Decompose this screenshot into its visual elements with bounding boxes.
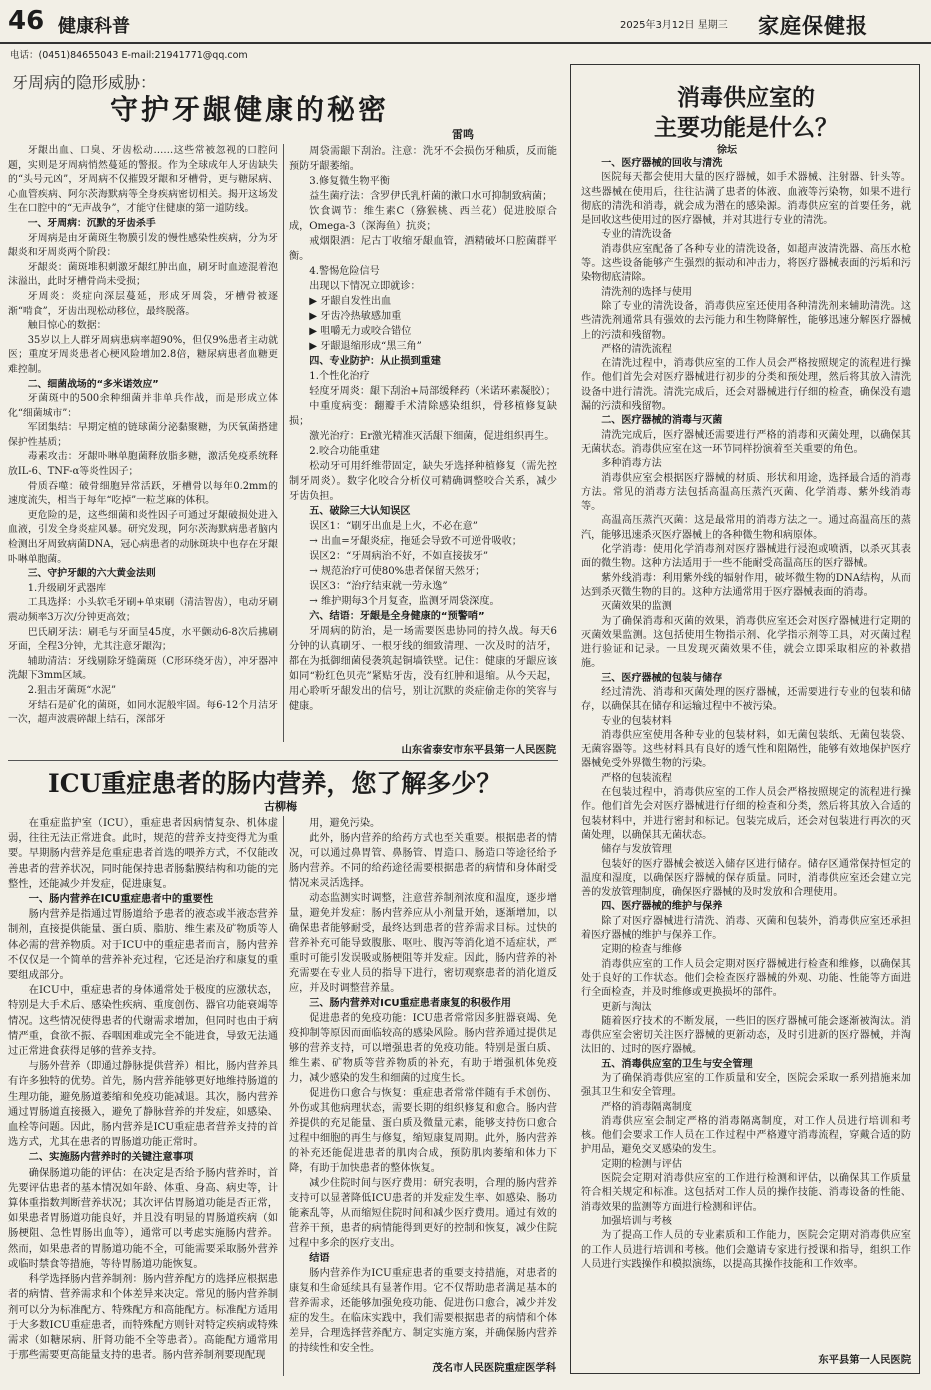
paragraph: 定期的检查与维修 — [601, 944, 682, 956]
paragraph: 医院每天都会使用大量的医疗器械，如手术器械、注射器、针头等。这些器械在使用后，往往沾满了患者的体液、血液等污染物，如果不进行彻底的清洗和消毒，就会成为潜在的感染源。消毒供应室的首要任务，就是回收这些使用过的医疗器械，并对其进行专业的清洗。 — [581, 172, 911, 227]
paragraph: 军团集结：早期定植的链球菌分泌黏聚糖，为厌氧菌搭建保护性基质； — [8, 422, 278, 448]
paragraph: 与肠外营养（即通过静脉提供营养）相比，肠内营养具有许多独特的优势。首先，肠内营养能够更好地维持肠道的生理功能，避免肠道萎缩和免疫功能减退。其次，肠内营养通过胃肠道直接摄入，避免了静脉营养的并发症，如感染、血栓等问题。因此，肠内营养是ICU重症患者营养支持的首选方式，尤其在患者的胃肠道功能正常时。 — [8, 1060, 278, 1149]
article3-title-line1: 消毒供应室的 — [677, 84, 815, 111]
paragraph: 为了确保消毒和灭菌的效果，消毒供应室还会对医疗器械进行定期的灭菌效果监测。这包括使用生物指示剂、化学指示剂等工具，对灭菌过程进行验证和记录。一旦发现灭菌效果不佳，就会立即采取相应的补救措施。 — [581, 615, 911, 670]
paragraph: 加强培训与考核 — [601, 1215, 672, 1227]
paragraph: 肠内营养作为ICU重症患者的重要支持措施，对患者的康复和生命延续具有显著作用。它不仅帮助患者满足基本的营养需求，还能够加强免疫功能、促进伤口愈合，减少并发症的发生。在临床实践中，我们需要根据患者的病情和个体差异，合理选择营养配方、制定实施方案，并确保肠内营养的持续性和安全性。 — [289, 1268, 557, 1354]
paragraph: 中重度病变：翻瓣手术清除感染组织，骨移植修复缺损； — [289, 401, 557, 427]
paragraph: 毒素攻击：牙龈卟啉单胞菌释放脂多糖，激活免疫系统释放IL-6、TNF-α等炎性因子； — [8, 451, 278, 478]
paragraph: 牙龈炎：菌斑堆积刺激牙龈红肿出血，刷牙时血迹混着泡沫溢出，此时牙槽骨尚未受损； — [8, 261, 278, 288]
paragraph: 包装好的医疗器械会被送入储存区进行储存。储存区通常保持恒定的温度和湿度，以确保医疗器械的保存质量。同时，消毒供应室还会建立完善的发放管理制度，确保医疗器械的及时发放和合理使用。 — [581, 858, 911, 899]
article3-signature: 东平县第一人民医院 — [818, 1354, 911, 1366]
paragraph: 牙周炎：炎症向深层蔓延，形成牙周袋，牙槽骨被逐渐“啃食”，牙齿出现松动移位，最终脱落。 — [8, 290, 278, 317]
subheading: 四、医疗器械的维护与保养 — [601, 901, 723, 913]
paragraph: 为了提高工作人员的专业素质和工作能力，医院会定期对消毒供应室的工作人员进行培训和考核。他们会邀请专家进行授课和指导，组织工作人员进行实践操作和模拟演练，以提高其操作技能和工作效率。 — [581, 1230, 911, 1270]
paragraph: 除了对医疗器械进行清洗、消毒、灭菌和包装外，消毒供应室还承担着医疗器械的维护与保养工作。 — [581, 915, 911, 942]
subheading: 五、破除三大认知误区 — [309, 506, 411, 517]
paragraph: 轻度牙周炎：龈下刮治+局部缓释药（米诺环素凝胶）； — [309, 386, 556, 397]
paragraph: 牙结石是矿化的菌斑，如同水泥般牢固。每6-12个月洁牙一次，超声波震碎龈上结石，深部牙 — [8, 699, 278, 726]
article-separator — [8, 760, 558, 761]
paragraph: 专业的包装材料 — [601, 715, 672, 727]
paragraph: 专业的清洗设备 — [601, 229, 672, 241]
article3-author: 徐坛 — [717, 145, 737, 156]
paragraph: 戒烟限酒：尼古丁收缩牙龈血管，酒精破坏口腔菌群平衡。 — [289, 236, 557, 262]
column-divider — [283, 816, 284, 1376]
paragraph: 随着医疗技术的不断发展，一些旧的医疗器械可能会逐渐被淘汰。消毒供应室会密切关注医疗器械的更新动态，及时引进新的医疗器械，并淘汰旧的、过时的医疗器械。 — [581, 1015, 911, 1056]
article3-body — [581, 157, 911, 1350]
paragraph: 储存与发放管理 — [601, 844, 672, 856]
subheading: 四、专业防护：从止损到重建 — [309, 356, 441, 367]
paragraph: 在重症监护室（ICU），重症患者因病情复杂、机体虚弱，往往无法正常进食。此时，规范的营养支持变得尤为重要。早期肠内营养是危重症患者首选的喂养方式，不仅能改善患者的营养状况，同时能保持患者肠黏膜结构和功能的完整性，还能减少并发症，促进康复。 — [8, 817, 278, 890]
article1-kicker: 牙周病的隐形威胁： — [12, 73, 157, 92]
paragraph: 促进伤口愈合与恢复：重症患者常常伴随有手术创伤、外伤或其他病理状态，需要长期的组织修复和愈合。肠内营养提供的充足能量、蛋白质及微量元素，能够支持伤口愈合过程中细胞的再生与修复，缩短康复周期。此外，肠内营养的补充还能促进患者的肌肉合成，预防肌肉萎缩和体力下降，有助于加快患者的整体恢复。 — [289, 1088, 557, 1174]
subheading: 二、实施肠内营养时的关键注意事项 — [28, 1151, 194, 1164]
paragraph: 1.升级刷牙武器库 — [27, 582, 106, 594]
paragraph: 2.狙击牙菌斑“水泥” — [27, 684, 117, 696]
column-divider — [283, 144, 284, 742]
paragraph: 在包装过程中，消毒供应室的工作人员会严格按照规定的流程进行操作。他们首先会对医疗器械进行仔细的检查和分类，然后将其放入合适的包装材料中，并进行密封和标记。包装完成后，还会对包装进行再次的灭菌处理，以确保其无菌状态。 — [581, 787, 911, 841]
article3-box — [570, 64, 920, 1374]
paragraph: 高温高压蒸汽灭菌：这是最常用的消毒方法之一。通过高温高压的蒸汽，能够迅速杀灭医疗器械上的各种微生物和病原体。 — [581, 515, 911, 541]
article1-column-2 — [289, 144, 557, 744]
article2-author: 古柳梅 — [264, 800, 297, 813]
issue-date: 2025年3月12日 星期三 — [620, 20, 728, 31]
contact-line: 电话：(0451)84655043 E-mail:21941771@qq.com — [10, 50, 248, 61]
paragraph: 严格的清洗流程 — [601, 343, 672, 355]
paragraph: 肠内营养是指通过胃肠道给予患者的液态或半液态营养制剂，直接提供能量、蛋白质、脂肪、维生素及矿物质等人体必需的营养物质。对于ICU中的重症患者而言，肠内营养不仅仅是一个简单的营养补充过程，它还是治疗和康复的重要组成部分。 — [8, 908, 278, 982]
subheading: 一、医疗器械的回收与清洗 — [601, 158, 723, 169]
paragraph: 经过清洗、消毒和灭菌处理的医疗器械，还需要进行专业的包装和储存，以确保其在储存和运输过程中不被污染。 — [581, 686, 911, 713]
paragraph: 消毒供应室配备了各种专业的清洗设备，如超声波清洗器、高压水枪等。这些设备能够产生强烈的振动和冲击力，将医疗器械表面的污垢和污染物彻底清除。 — [581, 243, 911, 284]
paragraph: 误区2：“牙周病治不好，不如直接拔牙” — [309, 551, 489, 562]
paragraph: 在ICU中，重症患者的身体通常处于极度的应激状态，特别是大手术后、感染性疾病、重度创伤、器官功能衰竭等情况。这些情况使得患者的代谢需求增加，但同时也由于病情严重，食欲不振、吞咽困难或完全不能进食，导致无法通过正常进食获得足够的营养支持。 — [8, 984, 278, 1058]
paragraph: 消毒供应室会根据医疗器械的材质、形状和用途，选择最合适的消毒方法。常见的消毒方法包括高温高压蒸汽灭菌、化学消毒、紫外线消毒等。 — [581, 472, 911, 513]
paragraph: 为了确保消毒供应室的工作质量和安全，医院会采取一系列措施来加强其卫生和安全管理。 — [581, 1073, 911, 1099]
paragraph: 多种消毒方法 — [601, 458, 662, 470]
paragraph: 促进患者的免疫功能：ICU患者常常因多脏器衰竭、免疫抑制等原因而面临较高的感染风险。肠内营养通过提供足够的营养支持，可以增强患者的免疫功能。特别是蛋白质、维生素、矿物质等营养物质的补充，有助于增强机体免疫力，减少感染的发生和细菌的过度生长。 — [289, 1013, 557, 1084]
paragraph: 化学消毒：使用化学消毒剂对医疗器械进行浸泡或喷洒，以杀灭其表面的微生物。这种方法适用于一些不能耐受高温高压的医疗器械。 — [581, 544, 911, 570]
article1-column-1 — [8, 144, 278, 744]
paragraph: ▶ 牙龈退缩形成“黑三角” — [309, 341, 422, 352]
paragraph: 牙周病的防治，是一场需要医患协同的持久战。每天6分钟的认真刷牙、一根牙线的细致清理、一次及时的洁牙，都在为抵御细菌侵袭筑起铜墙铁壁。记住：健康的牙龈应该如同“粉红色贝壳”紧贴牙齿，没有红肿和退缩。从今天起，用心聆听牙龈发出的信号，别让沉默的炎症偷走你的笑容与健康。 — [289, 626, 557, 712]
subheading: 三、肠内营养对ICU重症患者康复的积极作用 — [309, 998, 511, 1009]
paragraph: 触目惊心的数据： — [27, 320, 107, 332]
paragraph: 减少住院时间与医疗费用：研究表明，合理的肠内营养支持可以显著降低ICU患者的并发症发生率、如感染、肠功能紊乱等，从而缩短住院时间和减少医疗费用。通过有效的营养干预，患者的病情能得到更好的控制和恢复，减少住院过程中多余的医疗支出。 — [289, 1178, 557, 1249]
paragraph: → 出血=牙龈炎症，拖延会导致不可逆骨吸收； — [309, 536, 522, 547]
paragraph: 灭菌效果的监测 — [601, 601, 672, 613]
article1-signature: 山东省泰安市东平县第一人民医院 — [401, 744, 556, 756]
paragraph: 35岁以上人群牙周病患病率超90%，但仅9%患者主动就医；重度牙周炎患者心梗风险增加2.8倍，糖尿病患者血糖更难控制。 — [8, 334, 278, 375]
page-header — [0, 0, 931, 44]
paragraph: 更新与淘汰 — [601, 1001, 652, 1013]
paragraph: 4.警惕危险信号 — [309, 266, 380, 277]
article2-signature: 茂名市人民医院重症医学科 — [432, 1362, 556, 1374]
paragraph: ▶ 牙齿冷热敏感加重 — [309, 311, 402, 322]
article2-column-2 — [289, 816, 557, 1359]
paragraph: ▶ 咀嚼无力或咬合错位 — [309, 326, 412, 337]
paragraph: 医院会定期对消毒供应室的工作进行检测和评估，以确保其工作质量符合相关规定和标准。这包括对工作人员的操作技能、消毒设备的性能、消毒效果的监测等方面进行检测和评估。 — [581, 1173, 911, 1213]
subheading: 一、肠内营养在ICU重症患者中的重要性 — [28, 893, 214, 906]
paragraph: 确保肠道功能的评估：在决定是否给予肠内营养时，首先要评估患者的基本情况如年龄、体重、身高、病史等，计算体重指数判断营养状况；其次评估胃肠道功能是否正常，如果患者胃肠道功能良好，并且没有明显的胃肠道疾病（如肠梗阻、急性胃肠出血等），通常可以考虑实施肠内营养。然而，如果患者的胃肠道功能不全，可能需要采取肠外营养或临时禁食等措施，等待胃肠道功能恢复。 — [8, 1166, 278, 1270]
page-number: 46 — [8, 6, 45, 36]
paragraph: 用，避免污染。 — [309, 818, 381, 829]
paragraph: 误区3：“治疗结束就一劳永逸” — [309, 581, 448, 592]
paragraph: 在清洗过程中，消毒供应室的工作人员会严格按照规定的流程进行操作。他们首先会对医疗器械进行初步的分类和预处理，然后将其放入清洗设备中进行清洗。清洗完成后，还会对器械进行仔细的检查，确保没有遗漏的污渍和残留物。 — [581, 358, 911, 413]
paragraph: 工具选择：小头软毛牙刷+单束刷（清洁智齿），电动牙刷震动频率3万次/分钟更高效； — [8, 597, 278, 623]
subheading: 二、细菌战场的“多米诺效应” — [27, 378, 159, 390]
article1-title: 守护牙龈健康的秘密 — [110, 93, 390, 126]
paragraph: ▶ 牙龈自发性出血 — [309, 296, 392, 307]
paragraph: 3.修复微生物平衡 — [309, 176, 390, 187]
subheading: 一、牙周病：沉默的牙齿杀手 — [27, 217, 156, 229]
paragraph: 科学选择肠内营养制剂：肠内营养配方的选择应根据患者的病情、营养需求和个体差异来决定。常见的肠内营养制剂可以分为标准配方、特殊配方和高能配方。标准配方适用于大多数ICU重症患者，而特殊配方则针对特定疾病或特殊需求（如糖尿病、肝肾功能不全等患者）。高能配方通常用于那些需要更高能量支持的患者。肠内营养制剂要现配现 — [8, 1273, 278, 1362]
paragraph: 饮食调节：维生素C（猕猴桃、西兰花）促进胶原合成，Omega-3（深海鱼）抗炎； — [289, 206, 557, 232]
paragraph: 牙菌斑中的500余种细菌并非单兵作战，而是形成立体化“细菌城市”： — [8, 393, 278, 419]
paragraph: 严格的包装流程 — [601, 772, 672, 784]
paragraph: 2.咬合功能重建 — [309, 446, 380, 457]
paragraph: 周袋需龈下刮治。注意：洗牙不会损伤牙釉质，反而能预防牙龈萎缩。 — [289, 146, 557, 172]
paragraph: 消毒供应室使用各种专业的包装材料，如无菌包装纸、无菌包装袋、无菌容器等。这些材料具有良好的透气性和阻隔性，能够有效地保护医疗器械免受外界微生物的污染。 — [581, 729, 911, 770]
paragraph: 除了专业的清洗设备，消毒供应室还使用各种清洗剂来辅助清洗。这些清洗剂通常具有强效的去污能力和生物降解性，能够迅速分解医疗器械上的污渍和残留物。 — [581, 300, 911, 341]
paragraph: 牙周病是由牙菌斑生物膜引发的慢性感染性疾病，分为牙龈炎和牙周炎两个阶段： — [8, 232, 278, 259]
subheading: 五、消毒供应室的卫生与安全管理 — [601, 1058, 753, 1070]
paragraph: 紫外线消毒：利用紫外线的辐射作用，破坏微生物的DNA结构，从而达到杀灭微生物的目的。这种方法通常用于医疗器械表面的消毒。 — [581, 572, 911, 598]
paragraph: 巴氏刷牙法：刷毛与牙面呈45度，水平颤动6-8次后拂刷牙面，全程3分钟，尤其注意牙龈沟； — [8, 626, 278, 653]
article2-title: ICU重症患者的肠内营养，您了解多少？ — [48, 769, 502, 798]
paragraph: 牙龈出血、口臭、牙齿松动……这些常被忽视的口腔问题，实则是牙周病悄然蔓延的警报。作为全球成年人牙齿缺失的“头号元凶”，牙周病不仅摧毁牙龈和牙槽骨，更与糖尿病、心血管疾病、阿尔茨海默病等全身疾病密切相关。揭开这场发生在口腔中的“无声战争”，才能守住健康的第一道防线。 — [8, 145, 278, 215]
subheading: 六、结语：牙龈是全身健康的“预警哨” — [309, 611, 485, 622]
paragraph: 误区1：“刷牙出血是上火，不必在意” — [309, 521, 478, 532]
paragraph: 松动牙可用纤维带固定，缺失牙选择种植修复（需先控制牙周炎）。数字化咬合分析仪可精确调整咬合关系，减少牙齿负担。 — [289, 461, 557, 502]
paragraph: 更危险的是，这些细菌和炎性因子可通过牙龈破损处进入血液，引发全身炎症风暴。研究发现，阿尔茨海默病患者脑内检测出牙周致病菌DNA，冠心病患者的动脉斑块中也存在牙龈卟啉单胞菌。 — [8, 509, 278, 565]
paragraph: 清洗完成后，医疗器械还需要进行严格的消毒和灭菌处理，以确保其无菌状态。消毒供应室在这一环节同样扮演着至关重要的角色。 — [581, 429, 911, 455]
newspaper-name: 家庭保健报 — [758, 13, 868, 38]
paragraph: 骨质吞噬：破骨细胞异常活跃，牙槽骨以每年0.2mm的速度流失，相当于每年“吃掉”一粒芝麻的体积。 — [8, 480, 278, 507]
subheading: 二、医疗器械的消毒与灭菌 — [601, 415, 723, 427]
paragraph: 辅助清洁：牙线剔除牙缝菌斑（C形环绕牙齿），冲牙器冲洗龈下3mm区域。 — [8, 655, 278, 682]
paragraph: 消毒供应室会制定严格的消毒隔离制度，对工作人员进行培训和考核。他们会要求工作人员在工作过程中严格遵守消毒流程，穿戴合适的防护用品，避免交叉感染的发生。 — [581, 1115, 911, 1156]
article1-author: 雷鸣 — [452, 128, 474, 141]
paragraph: 消毒供应室的工作人员会定期对医疗器械进行检查和维修，以确保其处于良好的工作状态。他们会检查医疗器械的外观、功能、性能等方面进行全面检查，并及时维修或更换损坏的部件。 — [581, 958, 911, 999]
paragraph: 清洗剂的选择与使用 — [601, 286, 693, 298]
paragraph: 严格的消毒隔离制度 — [601, 1101, 693, 1113]
paragraph: 动态监测实时调整，注意营养制剂浓度和温度，逐步增量，避免并发症：肠内营养应从小剂量开始，逐渐增加，以确保患者能够耐受，最终达到患者的营养需求目标。过快的营养补充可能导致腹胀、呕吐、腹泻等消化道不适症状，严重时可能引发误吸或肠梗阻等并发症。因此，肠内营养的补充需要在专业人员的指导下进行，密切观察患者的消化道反应，并及时调整营养量。 — [289, 893, 557, 994]
subheading: 结语 — [309, 1253, 330, 1264]
paragraph: 益生菌疗法：含罗伊氏乳杆菌的漱口水可抑制致病菌； — [309, 191, 553, 202]
paragraph: 定期的检测与评估 — [601, 1158, 682, 1170]
paragraph: 此外，肠内营养的给药方式也至关重要。根据患者的情况，可以通过鼻胃管、鼻肠管、胃造口、肠造口等途径给予肠内营养。不同的给药途径需要根据患者的病情和身体耐受情况来灵活选择。 — [289, 833, 557, 889]
paragraph: 出现以下情况立即就诊： — [309, 281, 421, 292]
subheading: 三、医疗器械的包装与储存 — [601, 672, 723, 684]
article3-title-line2: 主要功能是什么？ — [654, 114, 838, 141]
paragraph: 激光治疗：Er激光精准灭活龈下细菌，促进组织再生。 — [309, 431, 555, 442]
paragraph: → 规范治疗可使80%患者保留天然牙； — [309, 566, 486, 577]
paragraph: 1.个性化治疗 — [309, 371, 370, 382]
section-title: 健康科普 — [58, 16, 130, 37]
article2-column-1 — [8, 816, 278, 1380]
paragraph: → 维护期每3个月复查，监测牙周袋深度。 — [309, 596, 500, 607]
subheading: 三、守护牙龈的六大黄金法则 — [27, 568, 156, 580]
